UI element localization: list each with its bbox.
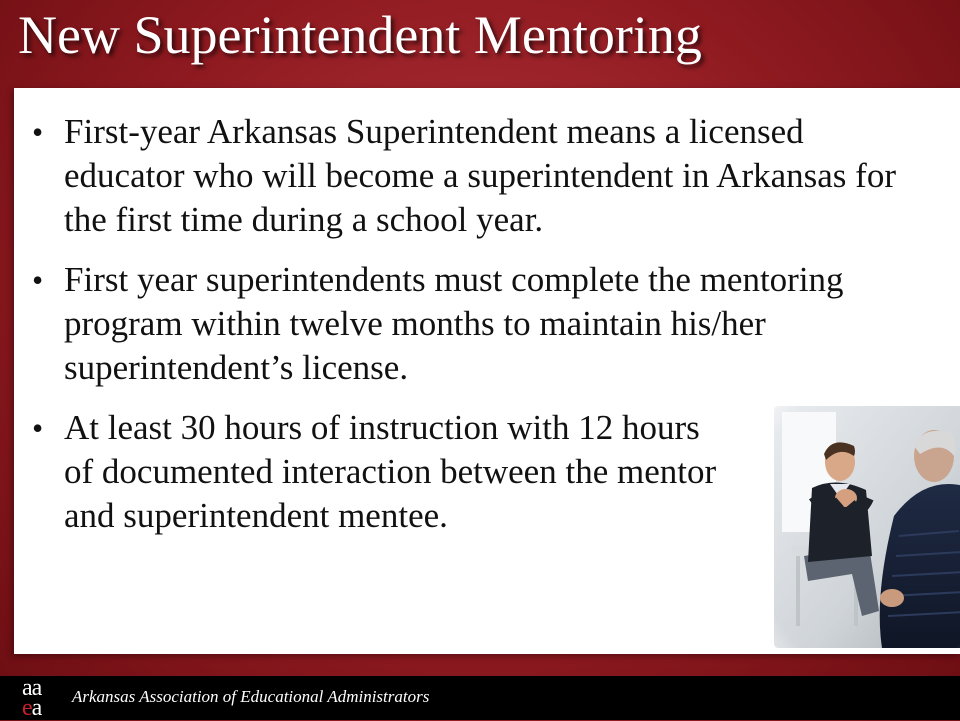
content-panel [14, 88, 960, 654]
bullet-text: First-year Arkansas Superintendent means a licensed educator who will become a superintendent in Arkansas for the first time during a school year. [64, 112, 896, 239]
mentoring-photo [774, 406, 960, 648]
bullet-item [32, 258, 932, 390]
organization-logo [22, 676, 66, 720]
organization-name: Arkansas Association of Educational Administrators [72, 687, 430, 706]
logo-line2-text: a [31, 695, 42, 721]
logo-line1: aa [22, 675, 42, 701]
footer-bar [0, 676, 960, 720]
slide-title: New Superintendent Mentoring [18, 5, 702, 65]
bullet-text: First year superintendents must complete the mentoring program within twelve months to maintain his/her superintendent’s license. [64, 260, 844, 387]
bullet-text: At least 30 hours of instruction with 12 hours of documented interaction between the mentor and superintendent mentee. [64, 408, 717, 535]
bullet-item [32, 110, 932, 242]
logo-line2 [22, 695, 42, 721]
logo-accent: e [22, 695, 32, 721]
bullet-icon: • [32, 262, 44, 298]
bullet-icon: • [32, 114, 44, 150]
bullet-item [32, 406, 724, 538]
bullet-icon: • [32, 410, 44, 446]
